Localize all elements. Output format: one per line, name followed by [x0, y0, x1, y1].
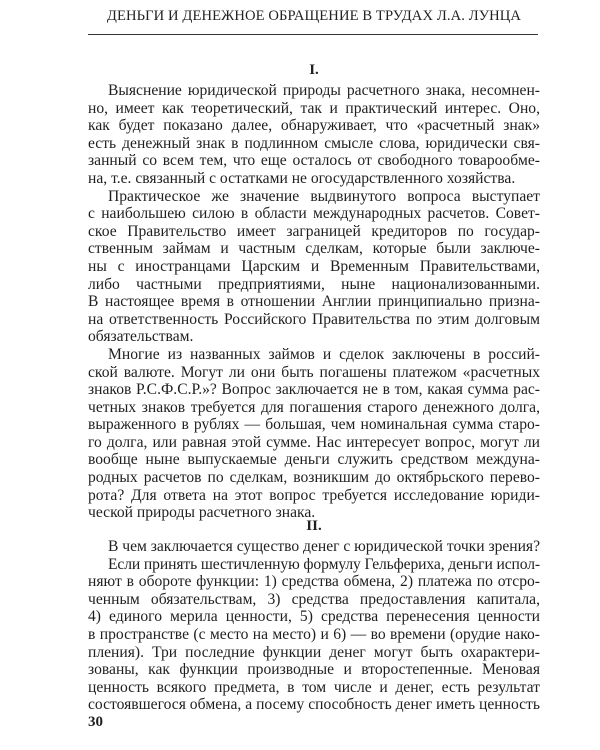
text-line: рота? Для ответа на этот вопрос требуется исследование юриди- [88, 486, 540, 504]
text-line: с наибольшею силою в области международных расчетов. Совет- [88, 205, 540, 223]
page-number: 30 [88, 714, 103, 730]
text-line: В настоящее время в отношении Англии принципиально призна- [88, 293, 540, 311]
text-line: либо частными предприятиями, ныне национализованными. [88, 275, 540, 293]
text-line: ны с иностранцами Царским и Временным Правительствами, [88, 257, 540, 275]
running-header: ДЕНЬГИ И ДЕНЕЖНОЕ ОБРАЩЕНИЕ В ТРУДАХ Л.А. ЛУНЦА [106, 8, 522, 24]
text-line: няют в обороте функции: 1) средства обмена, 2) платежа по отсро- [88, 573, 540, 591]
header-rule [88, 34, 538, 35]
text-line: ченным обязательствам, 3) средства предоставления капитала, [88, 590, 540, 608]
text-line: но, имеет как теоретический, так и практический интерес. Оно, [88, 99, 540, 117]
text-line: выраженного в рублях — большая, чем номинальная сумма старо- [88, 416, 540, 434]
section-1-text [88, 82, 540, 522]
text-line: ской валюте. Могут ли они быть погашены платежом «расчетных [88, 363, 540, 381]
text-line: В чем заключается существо денег с юридической точки зрения? [108, 538, 540, 555]
section-title-2: II. [306, 518, 322, 534]
text-line: состоявшегося обмена, а посему способность денег иметь ценность [88, 696, 540, 714]
text-line: есть денежный знак в подлинном смысле слова, юридически свя- [88, 134, 540, 152]
section-2-text [88, 538, 540, 714]
text-line: на, т.е. связанный с остатками не огосударствленного хозяйства. [88, 169, 516, 187]
text-line: четных знаков требуется для погашения старого денежного долга, [88, 398, 540, 416]
text-line: ценность всякого предмета, в том числе и денег, есть результат [88, 678, 540, 696]
text-line: вообще ныне выпускаемые деньги служить средством междуна- [88, 451, 540, 469]
text-line: знаков Р.С.Ф.С.Р.»? Вопрос заключается не в том, какая сумма рас- [88, 381, 540, 399]
text-line: го долга, или равная этой сумме. Нас интересует вопрос, могут ли [88, 433, 540, 451]
text-line: Практическое же значение выдвинутого вопроса выступает [108, 187, 540, 205]
text-line: 4) единого мерила ценности, 5) средства перенесения ценности [88, 608, 540, 626]
text-line: зованы, как функции производные и второстепенные. Меновая [88, 661, 540, 679]
text-line: родных расчетов по сделкам, возникшим до октябрьского перево- [88, 469, 540, 487]
text-line: Если принять шестичленную формулу Гельфериха, деньги испол- [108, 555, 540, 573]
text-line: Выяснение юридической природы расчетного знака, несомнен- [108, 82, 540, 99]
text-line: ское Правительство имеет заграницей кредиторов по государ- [88, 222, 540, 240]
text-line: как будет показано далее, обнаруживает, что «расчетный знак» [88, 117, 540, 135]
text-line: на ответственность Российского Правительства по этим долговым [88, 310, 540, 328]
text-line: ческой природы расчетного знака. [88, 504, 316, 522]
section-title-1: I. [309, 62, 319, 78]
text-line: в пространстве (с место на место) и 6) — во времени (орудие нако- [88, 625, 540, 643]
text-line: обязательствам. [88, 328, 194, 346]
text-line: Многие из названных займов и сделок заключены в россий- [108, 345, 540, 363]
text-line: занный со всем тем, что еще осталось от свободного товарообме- [88, 152, 540, 170]
text-line: ственным займам и частным сделкам, которые были заключе- [88, 240, 540, 258]
text-line: пления). Три последние функции денег могут быть охарактери- [88, 643, 540, 661]
